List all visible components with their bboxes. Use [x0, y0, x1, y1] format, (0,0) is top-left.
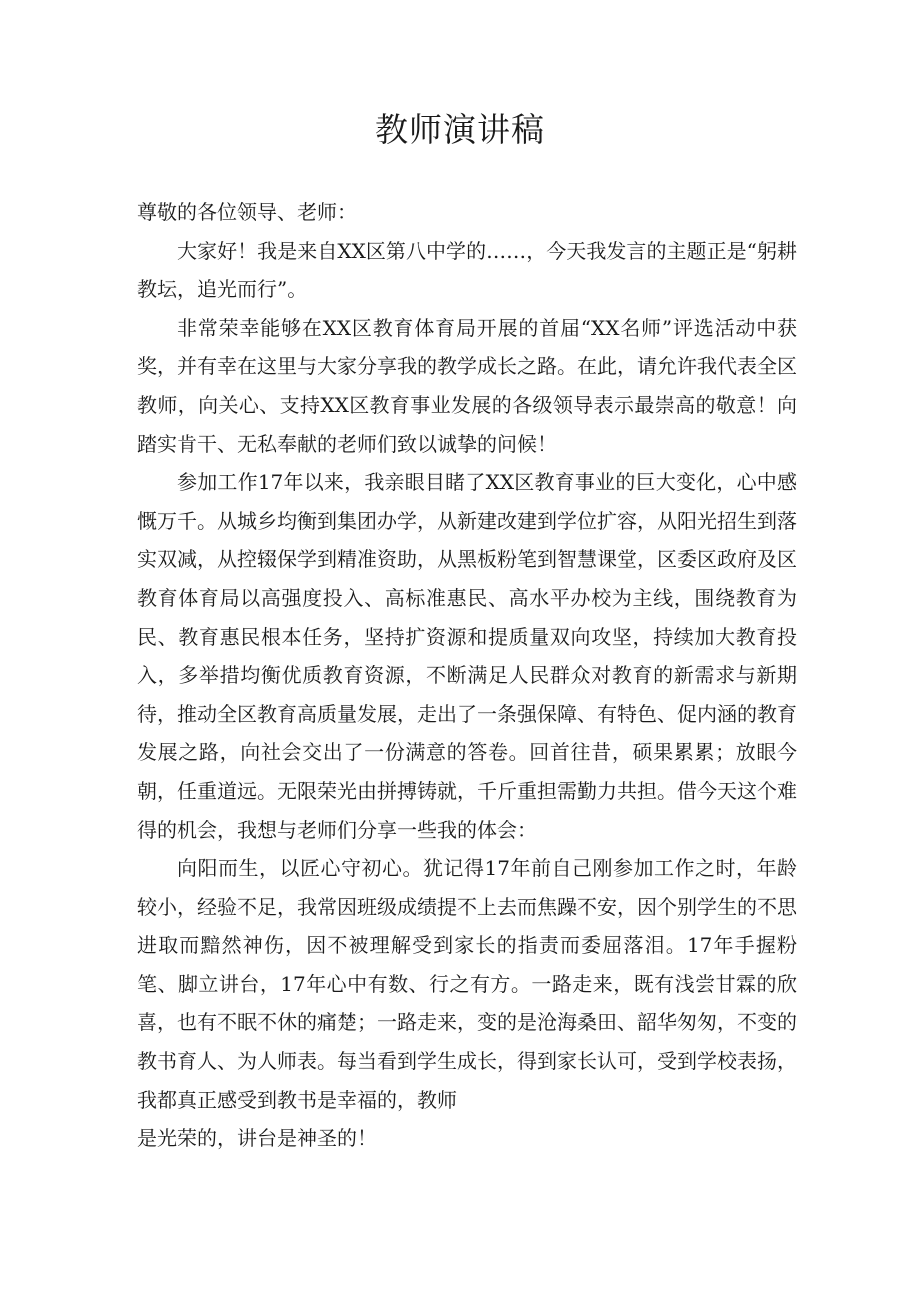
document-title: 教师演讲稿: [375, 110, 545, 149]
paragraph-greeting: 大家好！我是来自XX区第八中学的……，今天我发言的主题正是“躬耕教坛，追光而行”。: [137, 238, 797, 302]
document-body: [137, 193, 797, 1158]
paragraph-changes: 参加工作17年以来，我亲眼目睹了XX区教育事业的巨大变化，心中感慨万千。从城乡均衡到集团办学，从新建改建到学位扩容，从阳光招生到落实双减，从控辍保学到精准资助，从黑板粉笔到智慧课堂，区委区政府及区教育体育局以高强度投入、高标准惠民、高水平办校为主线，围绕教育为民、教育惠民根本任务，坚持扩资源和提质量双向攻坚，持续加大教育投入，多举措均衡优质教育资源，不断满足人民群众对教育的新需求与新期待，推动全区教育高质量发展，走出了一条强保障、有特色、促内涵的教育发展之路，向社会交出了一份满意的答卷。回首往昔，硕果累累；放眼今朝，任重道远。无限荣光由拼搏铸就，千斤重担需勤力共担。借今天这个难得的机会，我想与老师们分享一些我的体会：: [137, 470, 797, 842]
salutation: 尊敬的各位领导、老师：: [137, 200, 357, 224]
paragraph-award: 非常荣幸能够在XX区教育体育局开展的首届“XX名师”评选活动中获奖，并有幸在这里与大家分享我的教学成长之路。在此，请允许我代表全区教师，向关心、支持XX区教育事业发展的各级领导表示最崇高的敬意！向踏实肯干、无私奉献的老师们致以诚挚的问候！: [137, 315, 797, 456]
paragraph-reflection: 向阳而生，以匠心守初心。犹记得17年前自己刚参加工作之时，年龄较小，经验不足，我常因班级成绩提不上去而焦躁不安，因个别学生的不思进取而黯然神伤，因不被理解受到家长的指责而委屈落泪。17年手握粉笔、脚立讲台，17年心中有数、行之有方。一路走来，既有浅尝甘霖的欣喜，也有不眠不休的痛楚；一路走来，变的是沧海桑田、韶华匆匆，不变的教书育人、为人师表。每当看到学生成长，得到家长认可，受到学校表扬，我都真正感受到教书是幸福的，教师: [137, 856, 797, 1112]
paragraph-tail-line: 是光荣的，讲台是神圣的！: [137, 1126, 377, 1151]
